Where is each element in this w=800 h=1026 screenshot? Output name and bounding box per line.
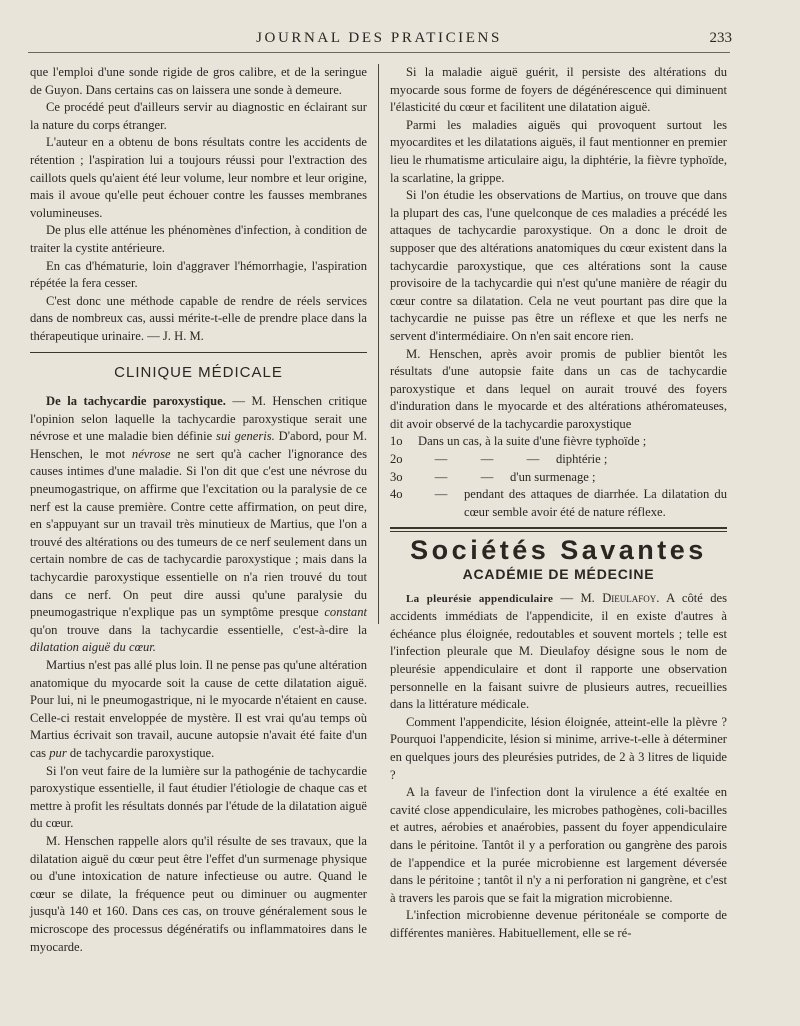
list-number: 2o (390, 452, 403, 467)
ditto-dash: — (480, 452, 494, 467)
paragraph: M. Henschen, après avoir promis de publier bientôt les résultats d'une autopsie faite dans un cas de tachycardie paroxystique et dans lequel on aurait trouvé des foyers d'induration dans le myocarde et des altérations athéromateuses, dit avoir observé de la tachycardie paroxystique (390, 346, 727, 431)
list-text: Dans un cas, à la suite d'une fièvre typhoïde ; (418, 434, 647, 449)
article-title: De la tachycardie paroxystique. (46, 394, 226, 409)
author-signature: — J. H. M. (147, 328, 204, 343)
paragraph-text: C'est donc une méthode capable de rendre de réels services dans de nombreux cas, aussi mérite-t-elle de prendre place dans la thérapeutique urinaire. (30, 293, 367, 343)
paragraph: En cas d'hématurie, loin d'aggraver l'hémorrhagie, l'aspiration répétée la fera cesser. (30, 258, 367, 291)
societes-heading: Sociétés Savantes (410, 535, 707, 566)
right-column (390, 64, 727, 943)
list-item (390, 451, 727, 469)
article-tachycardie (30, 393, 367, 657)
italic-text: constant (324, 605, 367, 620)
paragraph: L'infection microbienne devenue péritonéale se comporte de différentes manières. Habituellement, elle se ré- (390, 908, 727, 940)
paragraph-text: . A côté des accidents immédiats de l'appendicite, il en existe d'autres à échéance plus éloignée, redoutables et souvent mortels ; telle est l'infection pleurale que M. Dieulafoy désigne sous le nom de pleurésie appendiculaire et dont il rapporte une observation personnelle en la faisant suivre de plusieurs autres, recueillies dans la littérature médicale. (390, 590, 728, 712)
paragraph-text: qu'on trouve dans la tachycardie essentielle, c'est-à-dire la (30, 622, 367, 637)
list-number: 1o (390, 434, 403, 449)
article-pleuresie (390, 590, 727, 714)
article-title: La pleurésie appendiculaire (406, 592, 554, 605)
section-divider (30, 352, 367, 353)
list-item (390, 433, 727, 451)
italic-text: névrose (131, 446, 171, 461)
paragraph: Comment l'appendicite, lésion éloignée, atteint-elle la plèvre ? Pourquoi l'appendicite, lésion si minime, arrive-t-elle à déterminer en quelques jours des pleurésies putrides, de 2 à 3 litres de liquide ? (390, 714, 727, 782)
italic-text: dilatation aiguë du cœur. (30, 640, 156, 655)
paragraph: Si la maladie aiguë guérit, il persiste des altérations du myocarde sous forme de foyers de dégénérescence qui diminuent l'élasticité du cœur et facilitent une dilatation aiguë. (390, 65, 727, 115)
author-name: Dieulafoy (602, 590, 657, 605)
list-text: d'un surmenage ; (510, 469, 596, 484)
left-column (30, 64, 367, 956)
list-item (390, 486, 727, 521)
journal-title: JOURNAL DES PRATICIENS (256, 30, 502, 46)
italic-text: pur (49, 745, 67, 760)
ditto-dash: — (434, 487, 448, 502)
italic-text: sui generis. (216, 429, 275, 444)
list-number: 4o (390, 487, 403, 502)
paragraph: Si l'on veut faire de la lumière sur la pathogénie de tachycardie paroxystique essentielle, il faut étudier l'étiologie de chaque cas et mettre à profit les résultats donnés par l'étude de la dilatation aiguë du cœur. (30, 763, 367, 831)
list-item (390, 469, 727, 487)
paragraph-text: Martius n'est pas allé plus loin. Il ne pense pas qu'une altération anatomique du myocarde soit la cause de cette dilatation aiguë. Pour lui, ni le pneumogastrique, ni le myocarde n'étaient en cause. Celle-ci restait enveloppée de mystère. Il est vrai qu'au temps où Martius écrivait son travail, aucune autopsie n'avait été faite d'un cas (30, 658, 367, 760)
section-divider (390, 527, 727, 532)
list-text: diphtérie ; (556, 452, 608, 467)
paragraph-text: — M. Henschen critique l'opinion selon laquelle la tachycardie paroxystique serait une névrose et une maladie bien définie (30, 394, 367, 444)
running-header (28, 28, 730, 53)
paragraph: Parmi les maladies aiguës qui provoquent surtout les myocardites et les dilatations aiguës, il faut mentionner en premier lieu le rhumatisme articulaire aigu, la diphtérie, la fièvre typhoïde, la scarlatine, la grippe. (390, 117, 727, 185)
paragraph-text: — M. (553, 590, 603, 605)
clinique-heading: CLINIQUE MÉDICALE (114, 363, 283, 381)
paragraph (30, 293, 367, 346)
paragraph: M. Henschen rappelle alors qu'il résulte de ses travaux, que la dilatation aiguë du cœur peut être l'effet d'un surmenage physique ou d'une intoxication de nature infectieuse ou autre. Quand le cœur se dilate, la fréquence peut ou diminuer ou augmenter jusqu'à 140 et 160. Dans ces cas, on trouve généralement sous le microscope des processus dégénératifs ou inflammatoires dans le myocarde. (30, 833, 367, 954)
ditto-dash: — (434, 452, 448, 467)
ditto-dash: — (434, 469, 448, 484)
academie-heading: ACADÉMIE DE MÉDECINE (462, 566, 655, 583)
list-text: pendant des attaques de diarrhée. La dilatation du cœur semble avoir été de nature réflexe. (464, 487, 727, 519)
list-number: 3o (390, 469, 403, 484)
column-divider (378, 64, 379, 624)
paragraph: Ce procédé peut d'ailleurs servir au diagnostic en éclairant sur la nature du corps étranger. (30, 100, 367, 132)
text-columns (30, 64, 728, 1009)
paragraph (30, 657, 367, 763)
paragraph: que l'emploi d'une sonde rigide de gros calibre, et de la seringue de Guyon. Dans certains cas on laissera une sonde à demeure. (30, 65, 367, 97)
paragraph-text: de tachycardie paroxystique. (66, 745, 215, 760)
paragraph: Si l'on étudie les observations de Martius, on trouve que dans la plupart des cas, l'une quelconque de ces maladies a précédé les attaques de tachycardie paroxystique. On a donc le droit de supposer que des altérations anatomiques du cœur existent dans la tachycardie paroxystique, que ces altérations sont la cause provisoire de la tachycardie qui n'est qu'une manière de réagir du cœur contre sa dilatation. Cela ne veut pourtant pas dire que la tachycardie ne puisse pas être un réflexe et que les nerfs ne servent d'intermédiaire. On n'en sait encore rien. (390, 188, 727, 343)
ditto-dash: — (480, 469, 494, 484)
paragraph: De plus elle atténue les phénomènes d'infection, à condition de traiter la cystite antérieure. (30, 223, 367, 255)
paragraph: A la faveur de l'infection dont la virulence a été exaltée en cavité close appendiculaire, les microbes pathogènes, coli-bacilles et autres, aérobies et anaérobies, passent du foyer appendiculaire dans le péritoine. Tantôt il y a perforation ou gangrène des parois de l'appendice et la purée microbienne est largement déversée dans le péritoine ; tantôt il n'y a ni perforation ni gangrène, et c'est à travers les parois que se fait la migration microbienne. (390, 785, 727, 905)
ditto-dash: — (526, 452, 540, 467)
paragraph-text: D'abord, pour M. Henschen, le mot (30, 429, 367, 461)
page-number: 233 (709, 30, 732, 46)
paragraph-text: ne sert qu'à cacher l'ignorance des causes intimes d'une maladie. Si l'on dit que c'est une névrose du pneumogastrique, on affirme que l'excitation ou la paralysie de ce nerf est la cause première. Contre cette affirmation, on peut dire, en s'appuyant sur un travail très minutieux de Martius, que l'on a trouvé des altérations ou des tumeurs de ce nerf seulement dans un certain nombre de cas de tachycardie paroxystique ; mais dans la tachycardie paroxystique essentielle on n'a rien trouvé du tout dans ce nerf. On peut dire aussi qu'une paralysie du pneumogastrique n'explique pas un symptôme presque (30, 446, 368, 620)
paragraph: L'auteur en a obtenu de bons résultats contre les accidents de rétention ; l'aspiration lui a toujours réussi pour l'extraction des caillots quels qu'aient été leur volume, leur nombre et leur origine, mais il avoue qu'elle peut échouer contre les fausses membranes volumineuses. (30, 135, 367, 220)
